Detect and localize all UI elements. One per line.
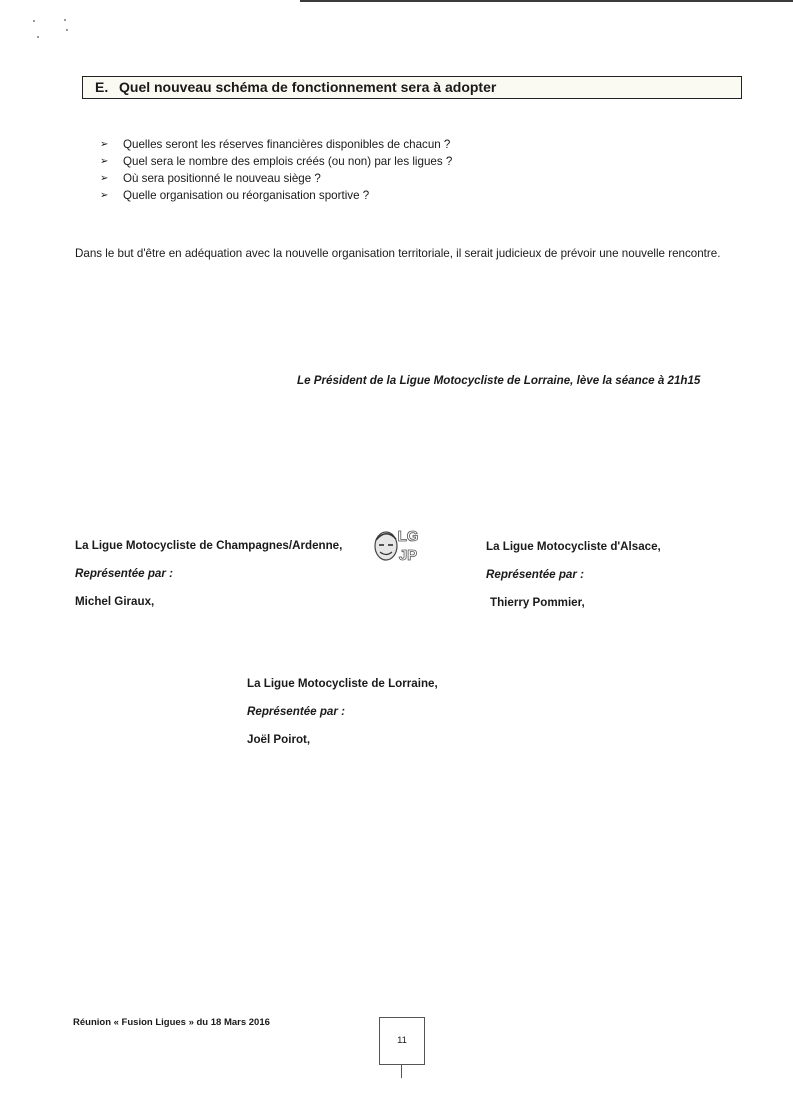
signatory-rep-label: Représentée par :	[75, 567, 173, 580]
page-number-tick	[401, 1064, 402, 1078]
arrow-bullet-icon: ➢	[100, 139, 109, 150]
scan-speck	[66, 29, 68, 31]
question-list	[100, 136, 452, 204]
signatory-name: Michel Giraux,	[75, 595, 155, 608]
stamp-text-top: LG	[397, 528, 419, 545]
signatory-lorraine	[247, 677, 438, 747]
list-item: ➢ Quelle organisation ou réorganisation sportive ?	[100, 189, 370, 202]
arrow-bullet-icon: ➢	[100, 156, 109, 167]
signatory-org: La Ligue Motocycliste de Champagnes/Ardenne,	[75, 539, 343, 552]
list-item: ➢ Quel sera le nombre des emplois créés (ou non) par les ligues ?	[100, 155, 453, 168]
signatory-org: La Ligue Motocycliste d'Alsace,	[486, 540, 661, 553]
section-letter: E.	[95, 79, 109, 95]
page-number: 11	[379, 1017, 425, 1065]
footer-meeting: Réunion « Fusion Ligues » du 18 Mars 2016	[73, 1017, 270, 1028]
signatory-name: Joël Poirot,	[247, 733, 311, 746]
list-item: ➢ Quelles seront les réserves financières disponibles de chacun ?	[100, 138, 451, 151]
signatory-alsace	[486, 540, 661, 610]
signatory-org: La Ligue Motocycliste de Lorraine,	[247, 677, 438, 690]
signatory-rep-label: Représentée par :	[486, 568, 584, 581]
arrow-bullet-icon: ➢	[100, 173, 109, 184]
arrow-bullet-icon: ➢	[100, 190, 109, 201]
lgjp-stamp-logo	[370, 524, 422, 566]
section-heading	[82, 76, 742, 99]
section-title: Quel nouveau schéma de fonctionnement sera à adopter	[119, 79, 497, 95]
closing-statement: Le Président de la Ligue Motocycliste de Lorraine, lève la séance à 21h15	[297, 374, 701, 387]
scan-speck	[64, 19, 66, 21]
signatory-champagne-ardenne	[75, 539, 342, 609]
top-rule	[300, 0, 793, 2]
list-item: ➢ Où sera positionné le nouveau siège ?	[100, 172, 321, 185]
signatory-rep-label: Représentée par :	[247, 705, 345, 718]
scan-speck	[33, 20, 35, 22]
signatory-name: Thierry Pommier,	[490, 596, 585, 609]
body-paragraph: Dans le but d'être en adéquation avec la nouvelle organisation territoriale, il serait judicieux de prévoir une nouvelle rencontre.	[75, 247, 721, 260]
stamp-text-bottom: JP	[398, 547, 418, 564]
scan-speck	[37, 36, 39, 38]
